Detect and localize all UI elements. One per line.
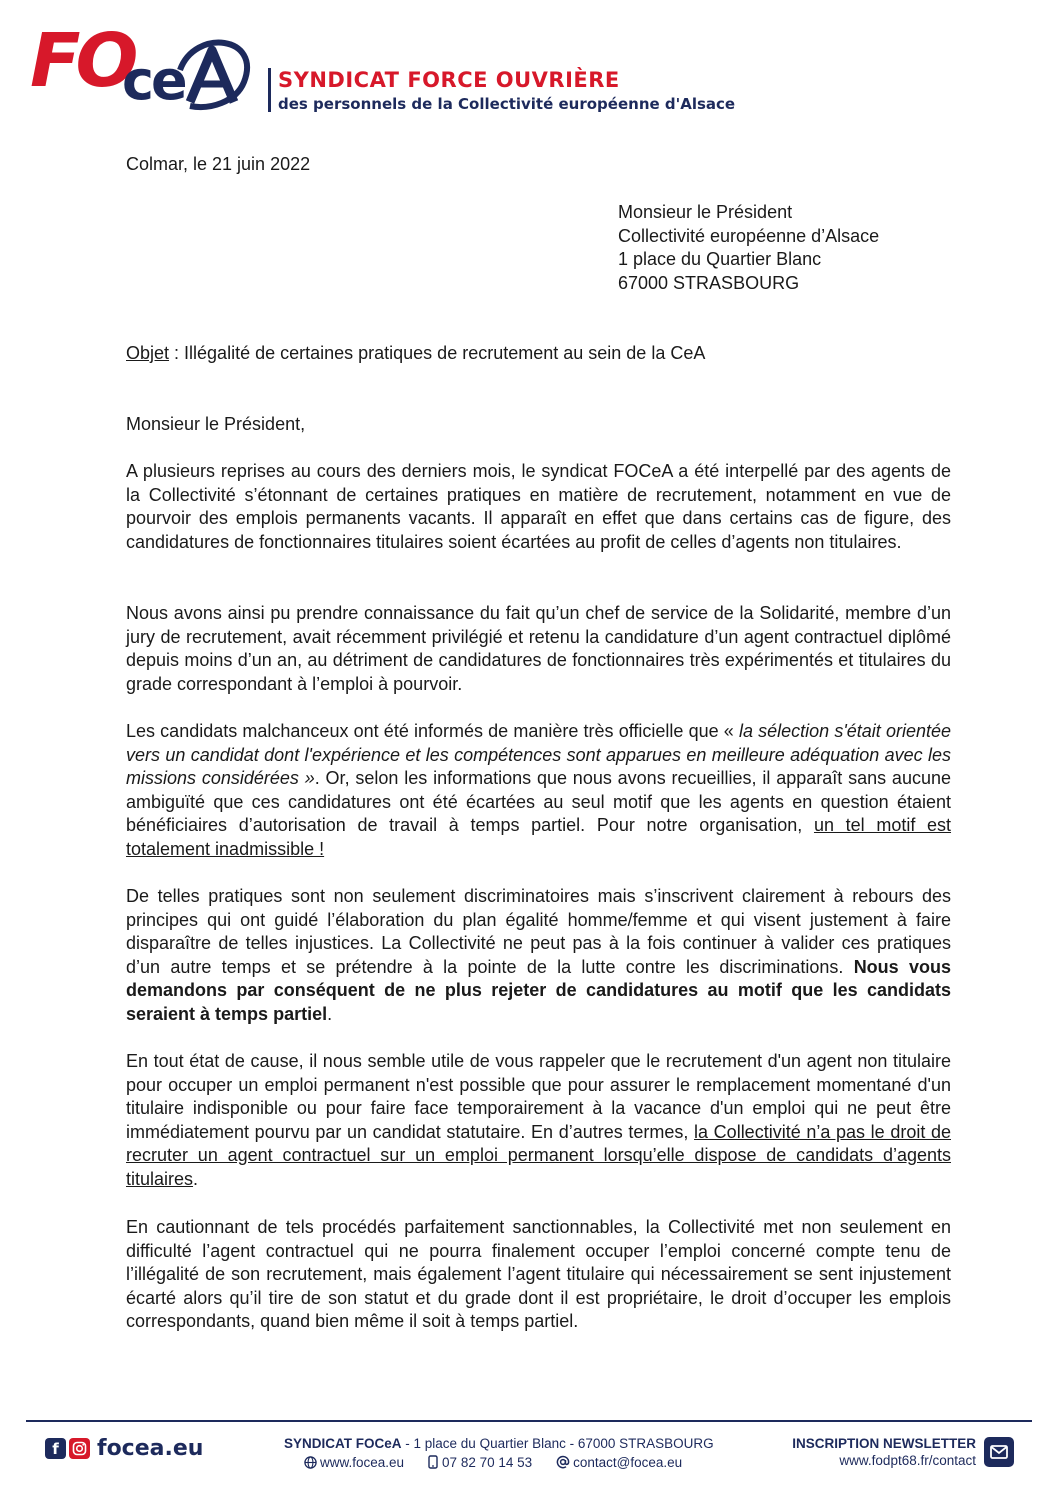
- p3-text-b: . Or, selon les informations que nous avons recueillies, il apparaît sans aucune ambiguïté que ces candidatures ont été écartées au seul motif que les agents en question étaient bénéficiaires d’autorisation de travail à temps partiel. Pour notre organisation,: [126, 768, 951, 836]
- p3-underlined: un tel motif est totalement inadmissible !: [126, 815, 952, 859]
- p5-underlined: la Collectivité n’a pas le droit de recruter un agent contractuel sur un emploi permanent lorsqu’elle dispose de candidats d’agents titulaires: [126, 1121, 951, 1189]
- phone-icon: [428, 1455, 438, 1469]
- recipient-line: 67000 STRASBOURG: [618, 272, 800, 293]
- recipient-address: [618, 201, 879, 295]
- paragraph-5: [126, 1050, 951, 1192]
- header-subtitle: des personnels de la Collectivité européenne d'Alsace: [278, 95, 736, 113]
- letter-subject: [126, 342, 705, 366]
- footer-site-link[interactable]: focea.eu: [97, 1436, 204, 1461]
- p5-text: En tout état de cause, il nous semble utile de vous rappeler que le recrutement d'un agent non titulaire pour occuper un emploi permanent n'est possible que pour assurer le remplacement momentané d'un titulaire indisponible ou pour faire face temporairement à la vacance d'un emploi qui ne peut être immédiatement pourvu par un candidat statutaire. En d’autres termes,: [126, 1051, 951, 1142]
- newsletter-link[interactable]: www.fodpt68.fr/contact: [839, 1453, 976, 1468]
- paragraph-2: Nous avons ainsi pu prendre connaissance du fait qu’un chef de service de la Solidarité, membre d’un jury de recrutement, avait récemment privilégié et retenu la candidature d’un agent contractuel diplômé depuis moins d’un an, au détriment de candidatures de fonctionnaires très expérimentés et titulaires du grade correspondant à l’emploi à pourvoir.: [126, 603, 951, 694]
- focea-logo: [30, 18, 252, 114]
- footer-contact-block: [284, 1436, 724, 1470]
- globe-icon: [304, 1456, 317, 1469]
- paragraph-1: A plusieurs reprises au cours des derniers mois, le syndicat FOCeA a été interpellé par des agents de la Collectivité s’étonnant de certaines pratiques en matière de recrutement, notamment en vue de pourvoir des emplois permanents vacants. Il apparaît en effet que dans certains cas de figure, des candidatures de fonctionnaires titulaires soient écartées au profit de celles d’agents non titulaires.: [126, 461, 951, 552]
- footer-social: [45, 1436, 203, 1461]
- footer-phone-text[interactable]: 07 82 70 14 53: [442, 1455, 533, 1470]
- at-icon: [556, 1455, 570, 1469]
- mail-icon[interactable]: [984, 1437, 1014, 1467]
- paragraph-6: En cautionnant de tels procédés parfaitement sanctionnables, la Collectivité met non seulement en difficulté l’agent contractuel qui ne pourra finalement occuper l’emploi concerné compte tenu de l’illégalité de son recrutement, mais également l’agent titulaire qui nécessairement se sent injustement écarté alors qu’il tire de son statut et du grade dont il est propriétaire, le droit d’occuper les emplois correspondants, quand bien même il soit à temps partiel.: [126, 1217, 951, 1332]
- recipient-line: Collectivité européenne d’Alsace: [618, 225, 880, 246]
- subject-text: : Illégalité de certaines pratiques de recrutement au sein de la CeA: [169, 343, 706, 363]
- footer-org-address: - 1 place du Quartier Blanc - 67000 STRASBOURG: [401, 1436, 714, 1451]
- header-divider: [268, 68, 271, 112]
- recipient-line: 1 place du Quartier Blanc: [618, 249, 822, 270]
- p3-quote: la sélection s'était orientée vers un candidat dont l'expérience et les compétences sont apparues en meilleure adéquation avec les missions considérées »: [126, 721, 951, 789]
- logo-fo-text: FO: [30, 18, 134, 104]
- footer-divider: [26, 1420, 1032, 1422]
- paragraph-4: [126, 885, 951, 1027]
- footer-org: [284, 1436, 724, 1451]
- p4-bold: Nous vous demandons par conséquent de ne plus rejeter de candidatures au motif que les candidats seraient à temps partiel: [126, 956, 951, 1024]
- instagram-icon[interactable]: [69, 1438, 90, 1459]
- paragraph-3: [126, 720, 951, 862]
- subject-label: Objet: [126, 343, 170, 363]
- p4-end: .: [327, 1003, 333, 1024]
- logo-a-swoosh-icon: [30, 30, 252, 114]
- footer-phone[interactable]: [428, 1455, 532, 1470]
- footer-web[interactable]: [304, 1455, 404, 1470]
- footer-email-text[interactable]: contact@focea.eu: [573, 1455, 683, 1470]
- recipient-line: Monsieur le Président: [618, 202, 793, 222]
- newsletter-title: INSCRIPTION NEWSLETTER: [792, 1436, 976, 1451]
- facebook-icon[interactable]: f: [45, 1438, 66, 1459]
- footer-web-text[interactable]: www.focea.eu: [320, 1455, 405, 1470]
- letter-date: Colmar, le 21 juin 2022: [126, 154, 311, 174]
- footer-email[interactable]: [556, 1455, 682, 1470]
- footer-org-name: SYNDICAT FOCeA: [284, 1436, 402, 1451]
- header-title: SYNDICAT FORCE OUVRIÈRE: [278, 68, 620, 92]
- footer-contacts: [284, 1455, 724, 1470]
- p5-end: .: [193, 1168, 199, 1189]
- logo-ce-text: ce: [122, 49, 185, 112]
- p4-text: De telles pratiques sont non seulement discriminatoires mais s’inscrivent clairement à rebours des principes qui ont guidé l’élaboration du plan égalité homme/femme et qui visent justement à faire disparaître de telles injustices. La Collectivité ne peut pas à la fois continuer à valider ces pratiques d’un autre temps et se prétendre à la pointe de la lutte contre les discriminations.: [126, 886, 951, 977]
- salutation: Monsieur le Président,: [126, 414, 306, 434]
- footer-newsletter: [780, 1436, 976, 1468]
- p3-text-a: Les candidats malchanceux ont été informés de manière très officielle que «: [126, 721, 739, 741]
